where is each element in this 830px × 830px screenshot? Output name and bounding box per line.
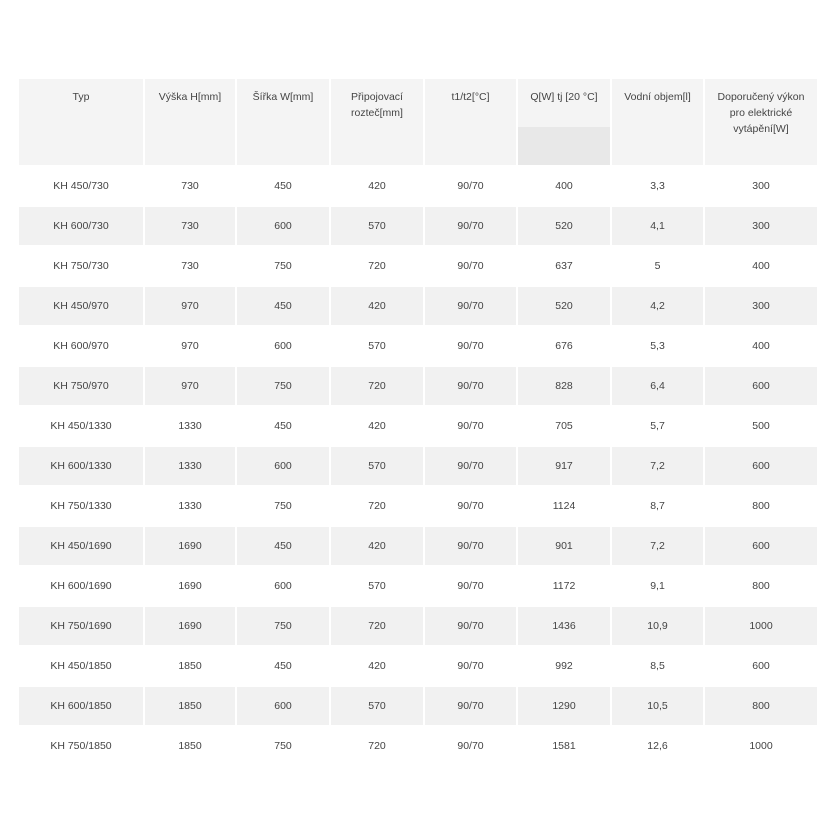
table-row [19, 287, 817, 325]
cell-water-volume: 8,7 [612, 487, 703, 525]
cell-heat-output: 705 [518, 407, 610, 445]
cell-width: 600 [237, 327, 329, 365]
cell-temperature: 90/70 [425, 287, 516, 325]
cell-water-volume: 10,5 [612, 687, 703, 725]
cell-electric-power: 300 [705, 207, 817, 245]
cell-type: KH 450/730 [19, 167, 143, 205]
header-heat-output-sub-cell [518, 127, 610, 165]
cell-width: 750 [237, 367, 329, 405]
cell-heat-output: 400 [518, 167, 610, 205]
cell-water-volume: 7,2 [612, 527, 703, 565]
header-water-volume: Vodní objem[l] [612, 79, 703, 165]
cell-type: KH 750/970 [19, 367, 143, 405]
table-row [19, 607, 817, 645]
cell-temperature: 90/70 [425, 727, 516, 765]
cell-electric-power: 600 [705, 647, 817, 685]
header-temperature: t1/t2[°C] [425, 79, 516, 165]
cell-height: 1850 [145, 647, 235, 685]
table-row [19, 207, 817, 245]
cell-height: 970 [145, 287, 235, 325]
cell-height: 970 [145, 327, 235, 365]
cell-type: KH 600/1330 [19, 447, 143, 485]
cell-water-volume: 7,2 [612, 447, 703, 485]
cell-height: 1330 [145, 407, 235, 445]
cell-connection-spacing: 570 [331, 327, 423, 365]
cell-connection-spacing: 720 [331, 367, 423, 405]
cell-width: 450 [237, 287, 329, 325]
cell-heat-output: 1436 [518, 607, 610, 645]
cell-type: KH 750/730 [19, 247, 143, 285]
cell-height: 1330 [145, 487, 235, 525]
cell-heat-output: 901 [518, 527, 610, 565]
cell-height: 730 [145, 167, 235, 205]
cell-temperature: 90/70 [425, 567, 516, 605]
cell-type: KH 600/730 [19, 207, 143, 245]
table-row [19, 647, 817, 685]
header-type: Typ [19, 79, 143, 165]
cell-height: 1850 [145, 727, 235, 765]
cell-heat-output: 676 [518, 327, 610, 365]
header-width: Šířka W[mm] [237, 79, 329, 165]
cell-heat-output: 917 [518, 447, 610, 485]
table-row [19, 407, 817, 445]
cell-connection-spacing: 420 [331, 287, 423, 325]
cell-water-volume: 8,5 [612, 647, 703, 685]
cell-type: KH 750/1690 [19, 607, 143, 645]
cell-connection-spacing: 570 [331, 447, 423, 485]
cell-electric-power: 300 [705, 287, 817, 325]
cell-electric-power: 1000 [705, 607, 817, 645]
cell-height: 970 [145, 367, 235, 405]
cell-water-volume: 12,6 [612, 727, 703, 765]
cell-width: 450 [237, 527, 329, 565]
cell-type: KH 750/1330 [19, 487, 143, 525]
table-row [19, 167, 817, 205]
cell-water-volume: 4,1 [612, 207, 703, 245]
cell-temperature: 90/70 [425, 367, 516, 405]
cell-type: KH 750/1850 [19, 727, 143, 765]
cell-connection-spacing: 570 [331, 687, 423, 725]
cell-width: 450 [237, 167, 329, 205]
cell-water-volume: 5,7 [612, 407, 703, 445]
cell-water-volume: 5,3 [612, 327, 703, 365]
cell-connection-spacing: 720 [331, 727, 423, 765]
cell-width: 750 [237, 727, 329, 765]
cell-type: KH 600/1690 [19, 567, 143, 605]
table-row [19, 687, 817, 725]
cell-height: 730 [145, 207, 235, 245]
table-body [19, 167, 817, 765]
cell-width: 750 [237, 487, 329, 525]
cell-heat-output: 1172 [518, 567, 610, 605]
header-connection-spacing: Připojovací rozteč[mm] [331, 79, 423, 165]
cell-temperature: 90/70 [425, 327, 516, 365]
cell-connection-spacing: 420 [331, 407, 423, 445]
cell-connection-spacing: 720 [331, 247, 423, 285]
header-electric-power: Doporučený výkon pro elektrické vytápění[W] [705, 79, 817, 165]
cell-connection-spacing: 720 [331, 487, 423, 525]
cell-temperature: 90/70 [425, 647, 516, 685]
header-row [19, 79, 817, 165]
cell-type: KH 450/970 [19, 287, 143, 325]
cell-heat-output: 1290 [518, 687, 610, 725]
cell-water-volume: 4,2 [612, 287, 703, 325]
table-row [19, 367, 817, 405]
cell-height: 1690 [145, 567, 235, 605]
table-row [19, 487, 817, 525]
cell-type: KH 600/970 [19, 327, 143, 365]
cell-connection-spacing: 570 [331, 207, 423, 245]
cell-width: 600 [237, 687, 329, 725]
cell-temperature: 90/70 [425, 527, 516, 565]
table-row [19, 327, 817, 365]
cell-connection-spacing: 420 [331, 647, 423, 685]
cell-temperature: 90/70 [425, 607, 516, 645]
header-heat-output [518, 79, 610, 165]
cell-height: 1850 [145, 687, 235, 725]
table-row [19, 727, 817, 765]
cell-height: 1690 [145, 607, 235, 645]
cell-heat-output: 520 [518, 207, 610, 245]
cell-width: 450 [237, 647, 329, 685]
cell-electric-power: 800 [705, 487, 817, 525]
cell-electric-power: 400 [705, 247, 817, 285]
cell-electric-power: 500 [705, 407, 817, 445]
cell-electric-power: 800 [705, 567, 817, 605]
cell-electric-power: 1000 [705, 727, 817, 765]
cell-connection-spacing: 570 [331, 567, 423, 605]
cell-type: KH 450/1690 [19, 527, 143, 565]
cell-temperature: 90/70 [425, 447, 516, 485]
table-row [19, 567, 817, 605]
cell-width: 600 [237, 567, 329, 605]
cell-heat-output: 520 [518, 287, 610, 325]
cell-electric-power: 600 [705, 447, 817, 485]
cell-heat-output: 637 [518, 247, 610, 285]
cell-type: KH 450/1850 [19, 647, 143, 685]
header-heat-output-label: Q[W] tj [20 °C] [530, 91, 598, 103]
cell-electric-power: 600 [705, 367, 817, 405]
cell-type: KH 600/1850 [19, 687, 143, 725]
table-row [19, 247, 817, 285]
cell-width: 600 [237, 207, 329, 245]
cell-width: 600 [237, 447, 329, 485]
cell-height: 1330 [145, 447, 235, 485]
cell-water-volume: 10,9 [612, 607, 703, 645]
cell-electric-power: 300 [705, 167, 817, 205]
cell-temperature: 90/70 [425, 487, 516, 525]
table-row [19, 527, 817, 565]
cell-temperature: 90/70 [425, 207, 516, 245]
header-height: Výška H[mm] [145, 79, 235, 165]
cell-height: 1690 [145, 527, 235, 565]
cell-electric-power: 400 [705, 327, 817, 365]
cell-heat-output: 992 [518, 647, 610, 685]
cell-connection-spacing: 720 [331, 607, 423, 645]
cell-width: 450 [237, 407, 329, 445]
cell-connection-spacing: 420 [331, 527, 423, 565]
table-header [19, 79, 817, 165]
cell-type: KH 450/1330 [19, 407, 143, 445]
cell-width: 750 [237, 247, 329, 285]
cell-water-volume: 9,1 [612, 567, 703, 605]
cell-water-volume: 3,3 [612, 167, 703, 205]
cell-electric-power: 600 [705, 527, 817, 565]
cell-water-volume: 5 [612, 247, 703, 285]
cell-heat-output: 828 [518, 367, 610, 405]
cell-width: 750 [237, 607, 329, 645]
cell-temperature: 90/70 [425, 687, 516, 725]
table-row [19, 447, 817, 485]
cell-water-volume: 6,4 [612, 367, 703, 405]
cell-height: 730 [145, 247, 235, 285]
cell-temperature: 90/70 [425, 407, 516, 445]
cell-heat-output: 1124 [518, 487, 610, 525]
cell-heat-output: 1581 [518, 727, 610, 765]
cell-electric-power: 800 [705, 687, 817, 725]
cell-temperature: 90/70 [425, 247, 516, 285]
cell-temperature: 90/70 [425, 167, 516, 205]
radiator-spec-table [17, 77, 819, 767]
cell-connection-spacing: 420 [331, 167, 423, 205]
